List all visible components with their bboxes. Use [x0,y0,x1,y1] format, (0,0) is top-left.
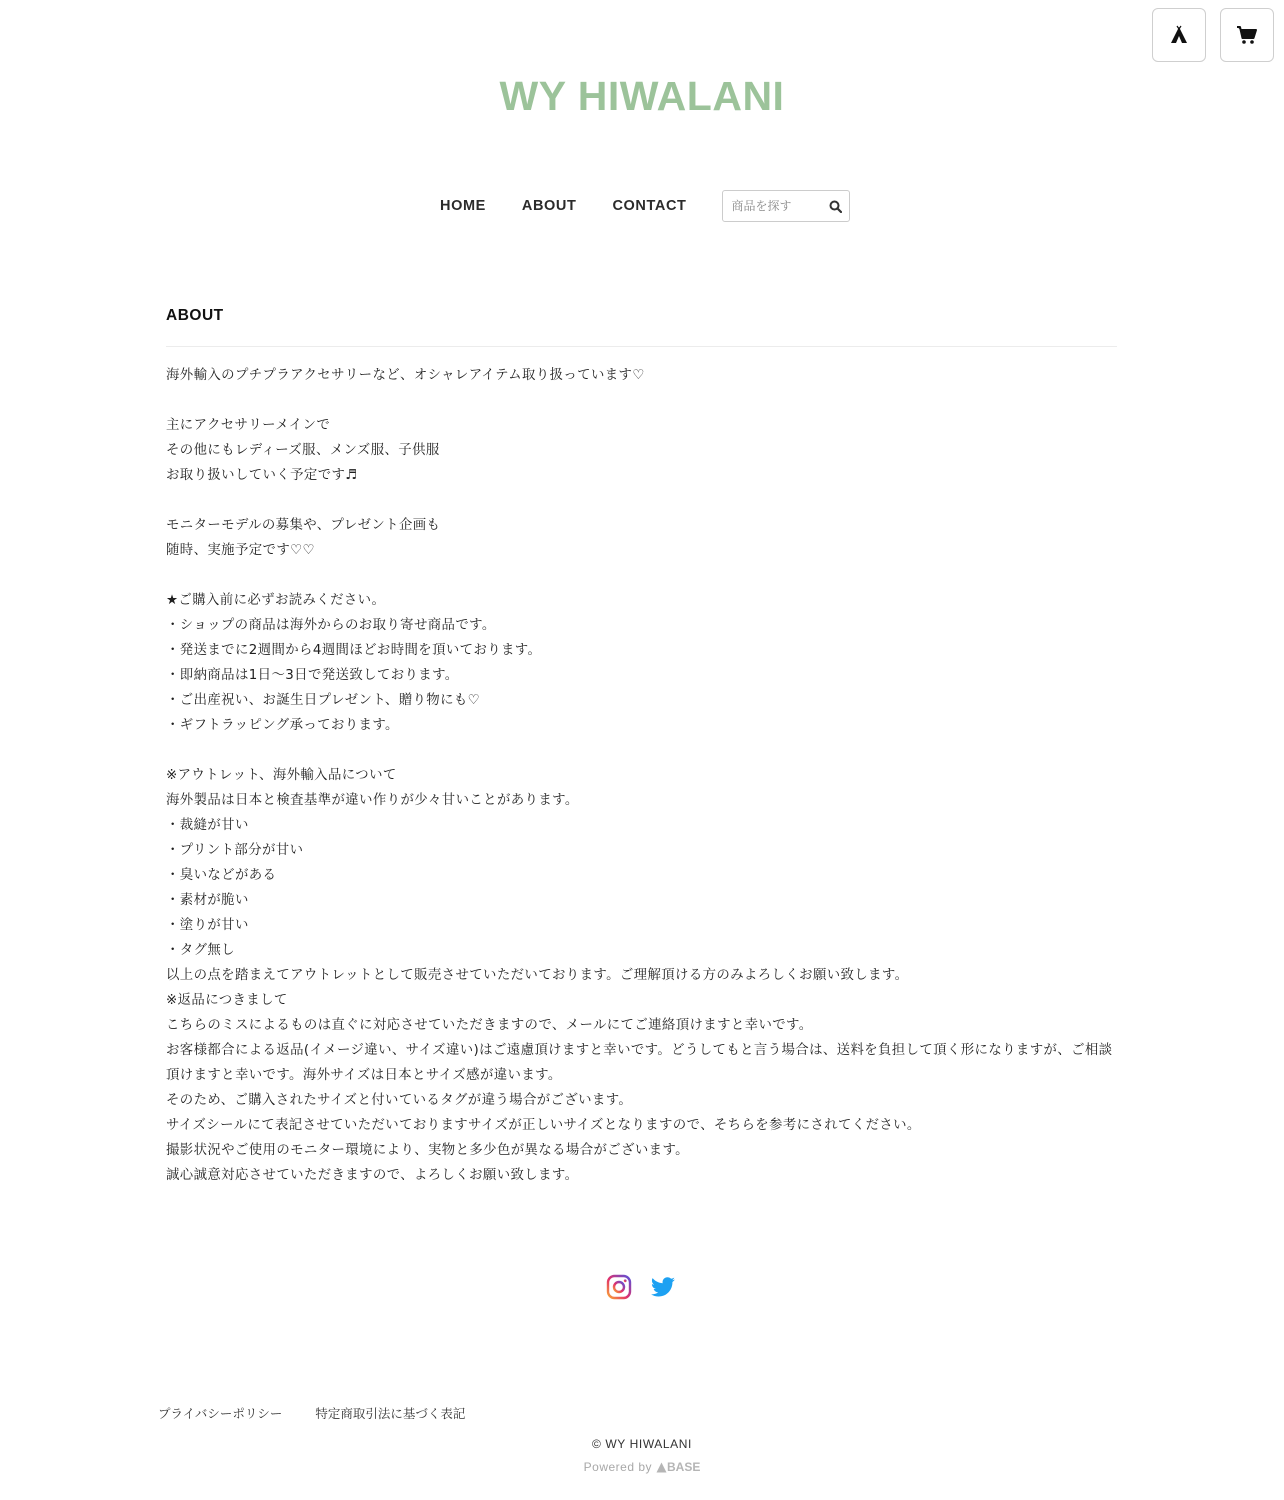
twitter-icon [650,1274,676,1300]
twitter-link[interactable] [650,1274,676,1300]
search-icon [829,200,842,213]
divider [166,346,1117,347]
about-line: お取り扱いしていく予定です♬ [166,468,358,483]
base-logo[interactable] [656,1460,700,1474]
about-line: モニターモデルの募集や、プレゼント企画も [166,518,441,533]
about-line: ・塗りが甘い [166,918,249,933]
about-line: 撮影状況やご使用のモニター環境により、実物と多少色が異なる場合がございます。 [166,1143,689,1158]
about-line: ・プリント部分が甘い [166,843,304,858]
privacy-policy-link[interactable]: プライバシーポリシー [158,1406,283,1421]
cart-icon [1236,25,1258,45]
about-line: こちらのミスによるものは直ぐに対応させていただきますので、メールにてご連絡頂けますと幸いです。 [166,1018,813,1033]
about-line: 以上の点を踏まえてアウトレットとして販売させていただいております。ご理解頂ける方のみよろしくお願い致します。 [166,968,909,983]
about-line: 海外製品は日本と検査基準が違い作りが少々甘いことがあります。 [166,793,579,808]
search-input[interactable] [723,192,821,220]
about-line [166,563,1117,588]
nav-contact[interactable]: CONTACT [612,198,687,214]
about-line: そのため、ご購入されたサイズと付いているタグが違う場合がございます。 [166,1093,633,1108]
about-line: 主にアクセサリーメインで [166,418,331,433]
about-line: 誠心誠意対応させていただきますので、よろしくお願い致します。 [166,1168,579,1183]
about-line: ・臭いなどがある [166,868,277,883]
base-logo-icon [656,1462,667,1473]
about-line: ・ご出産祝い、お誕生日プレゼント、贈り物にも♡ [166,693,481,708]
search-box [722,190,850,222]
about-text [166,363,1117,1188]
commerce-law-link[interactable]: 特定商取引法に基づく表記 [315,1406,466,1421]
main-nav [440,190,850,222]
about-line: ・即納商品は1日〜3日で発送致しております。 [166,668,459,683]
about-line: お客様都合による返品(イメージ違い、サイズ違い)はご遠慮頂けますと幸いです。どうしてもと言う場合は、送料を負担して頂く形になりますが、ご相談頂けますと幸いです。海外サイズは日本とサイズ感が違います。 [166,1043,1113,1083]
site-logo[interactable]: WY HIWALANI [499,73,785,119]
footer-links [158,1404,498,1422]
about-line: その他にもレディーズ服、メンズ服、子供服 [166,443,440,458]
about-line: ・発送までに2週間から4週間ほどお時間を頂いております。 [166,643,542,658]
about-line: ・ショップの商品は海外からのお取り寄せ商品です。 [166,618,496,633]
about-line: サイズシールにて表記させていただいておりますサイズが正しいサイズとなりますので、そちらを参考にされてください。 [166,1118,921,1133]
instagram-icon [606,1274,632,1300]
about-line [166,488,1117,513]
search-button[interactable] [821,191,849,221]
about-line: 海外輸入のプチプラアクセサリーなど、オシャレアイテム取り扱っています♡ [166,368,645,383]
about-line: ・素材が脆い [166,893,249,908]
nav-about[interactable]: ABOUT [521,198,577,214]
powered-by-text: Powered by [583,1460,653,1474]
powered-by [0,1460,1284,1474]
about-line: ・ギフトラッピング承っております。 [166,718,399,733]
base-logo-text: BASE [667,1460,701,1474]
nav-home[interactable]: HOME [440,198,486,214]
about-line: ・裁縫が甘い [166,818,249,833]
tent-button[interactable] [1152,8,1206,62]
page-title: ABOUT [166,307,224,324]
about-line: ・タグ無し [166,943,235,958]
about-line: 随時、実施予定です♡♡ [166,543,315,558]
about-line: ※返品につきまして [166,993,288,1008]
cart-button[interactable] [1220,8,1274,62]
about-line [166,738,1117,763]
tent-icon [1169,25,1189,45]
copyright: © WY HIWALANI [592,1437,692,1451]
social-links [606,1274,694,1300]
about-line [166,388,1117,413]
about-line: ※アウトレット、海外輸入品について [166,768,397,783]
about-line: ★ご購入前に必ずお読みください。 [166,593,386,608]
instagram-link[interactable] [606,1274,632,1300]
